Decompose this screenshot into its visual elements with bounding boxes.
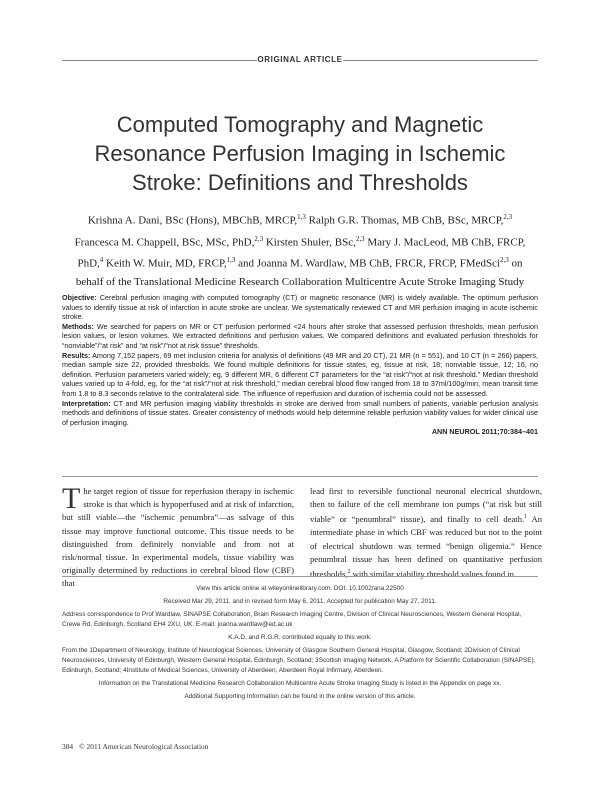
affiliations-note: From the 1Department of Neurology, Institute of Neurological Sciences, University of Glasgow Southern General Hospital, Glasgow, Scotland; 2Division of Clinical Neurosciences, University of Edinburgh, Western General Hospital, Edinburgh, Scotland; 3Scottish Imaging Network, A Platform for Scientific Collaboration (SINAPSE), Edinburgh, Scotland; 4Institute of Medical Sciences, University of Aberdeen, Aberdeen Royal Infirmary, Aberdeen. (62, 647, 536, 674)
article-title (60, 110, 540, 197)
abstract (62, 293, 538, 437)
drop-cap: T (62, 482, 81, 515)
title-line: Stroke: Definitions and Thresholds (132, 170, 468, 195)
journal-citation: ANN NEUROL 2011;70:384–401 (431, 427, 538, 437)
author: Krishna A. Dani, BSc (Hons), MBChB, MRCP, (87, 214, 298, 227)
correspondence-note: Address correspondence to Prof Wardlaw, SINAPSE Collaboration, Brain Research Imaging Centre, Division of Clinical Neurosciences, Western General Hospital, Crewe Rd, Edinburgh, Scotland EH4 2XU, UK. E-mail: joanna.wardlaw@ed.ac.uk (62, 611, 522, 628)
body-paragraph (62, 482, 294, 591)
author-list (70, 208, 530, 291)
title-line: Resonance Perfusion Imaging in Ischemic (94, 141, 506, 166)
author-group: on behalf of the Translational Medicine Research Collaboration Multicentre Acute Stroke Imaging Study (75, 257, 525, 288)
equal-contribution-note: K.A.D. and R.G.R. contributed equally to this work. (228, 634, 372, 642)
footnotes (62, 584, 538, 705)
affiliation-marker: 1,3 (226, 256, 236, 265)
copyright: © 2011 American Neurological Association (79, 742, 209, 751)
abstract-objective (62, 293, 538, 322)
abstract-interpretation (62, 399, 538, 428)
abstract-divider (62, 476, 538, 477)
affiliation-marker: 2,3 (355, 234, 365, 243)
affiliation-marker: 2,3 (254, 234, 264, 243)
body-text: lead first to reversible functional neuronal electrical shutdown, then to failure of the cell membrane ion pumps (“at risk but still viable” or “penumbral” tissue), and finally to cell death. (310, 486, 542, 525)
author: Kirsten Shuler, BSc, (263, 236, 356, 249)
body-text: An intermediate phase in which CBF was reduced but not to the point of electrical shutdown was termed “benign oligemia.” Hence penumbral tissue has been defined on quantitative perfusion thresholds, (310, 514, 542, 579)
author: Francesca M. Chappell, BSc, MSc, PhD, (74, 236, 255, 249)
footnote-divider (62, 576, 538, 577)
affiliation-marker: 4 (99, 256, 104, 265)
abstract-methods (62, 322, 538, 351)
author: Ralph G.R. Thomas, MB ChB, BSc, MRCP, (305, 214, 504, 227)
reference-marker: 2 (347, 569, 351, 576)
abstract-text: CT and MR perfusion imaging viability thresholds in stroke are derived from small numbers of patients, variable perfusion analysis methods and definitions of tissue states. Greater consistency of methods would help determine reliable perfusion viability values for wider clinical use of perfusion imaging. (62, 398, 538, 427)
body-column-left (62, 482, 294, 591)
body-paragraph (310, 485, 542, 581)
page-footer (62, 742, 214, 751)
section-label: ORIGINAL ARTICLE (257, 55, 343, 64)
abstract-label: Objective: (62, 293, 97, 302)
abstract-results (62, 351, 538, 399)
reference-marker: 1 (524, 514, 528, 521)
abstract-label: Methods: (62, 321, 94, 331)
abstract-text: Cerebral perfusion imaging with computed tomography (CT) or magnetic resonance (MR) is widely available. The optimum perfusion values to identify tissue at risk of infarction in acute stroke are unclear. We systematically reviewed CT and MR perfusion imaging in acute ischemic stroke. (62, 293, 538, 322)
page-number: 384 (62, 742, 74, 751)
title-line: Computed Tomography and Magnetic (116, 112, 484, 137)
supporting-info-note: Additional Supporting Information can be found in the online version of this article. (184, 692, 416, 700)
affiliation-marker: 1,3 (297, 213, 306, 221)
abstract-text: Among 7,152 papers, 69 met inclusion criteria for analysis of definitions (49 MR and 20 CT), 21 MR (n = 551), and 10 CT (n = 266) papers, median sample size 22, provided thresholds. We found multiple definitions for tissue states, eg, tissue at risk, 18; nonviable tissue, 12; 16, no definition. Perfusion parameters varied widely; eg, 9 different MR, 6 different CT parameters for the “at risk”/“not at risk threshold.” Median threshold values varied up to 4-fold, eg, for the “at risk”/“not at risk threshold,” median cerebral blood flow ranged from 18 to 37ml/100g/min; mean transit time from 1.8 to 8.3 seconds relative to the contralateral side. The influence of reperfusion and duration of ischemia could not be assessed. (62, 350, 538, 398)
body-text: with similar viability threshold values found in (350, 568, 514, 579)
author: Keith W. Muir, MD, FRCP, (103, 257, 227, 270)
abstract-label: Results: (62, 350, 91, 360)
doi-note: View this article online at wileyonlinelibrary.com. DOI: 10.1002/ana.22500 (196, 585, 404, 592)
author: Mary J. MacLeod, MB ChB, FRCP, PhD, (77, 236, 526, 270)
author: and Joanna M. Wardlaw, MB ChB, FRCR, FRCP, FMedSci (235, 257, 501, 270)
received-note: Received Mar 29, 2011, and in revised form May 6, 2011. Accepted for publication May 27, 2011. (163, 598, 437, 606)
affiliation-marker: 2,3 (500, 256, 509, 265)
abstract-label: Interpretation: (62, 398, 111, 408)
study-info-note: Information on the Translational Medicine Research Collaboration Multicentre Acute Stroke Imaging Study is listed in the Appendix on page xx. (98, 679, 502, 687)
abstract-text: We searched for papers on MR or CT perfusion performed <24 hours after stroke that assessed perfusion thresholds, mean perfusion lesion values, or lesion volumes. We extracted definitions and perfusion values. We compared definitions and evaluated perfusion thresholds for “nonviable”/“at risk” and “at risk”/“not at risk tissue” thresholds. (62, 321, 538, 350)
body-text: he target region of tissue for reperfusion therapy in ischemic stroke is that which is hypoperfused and at risk of infarction, but still viable—the “ischemic penumbra”—as salvage of this tissue may improve functional outcome. This tissue needs to be distinguished from definitely nonviable and from not at risk/normal tissue. In experimental models, tissue viability was originally determined by reductions in cerebral blood flow (CBF) that (62, 486, 294, 589)
body-column-right (310, 485, 542, 581)
affiliation-marker: 2,3 (503, 213, 513, 221)
